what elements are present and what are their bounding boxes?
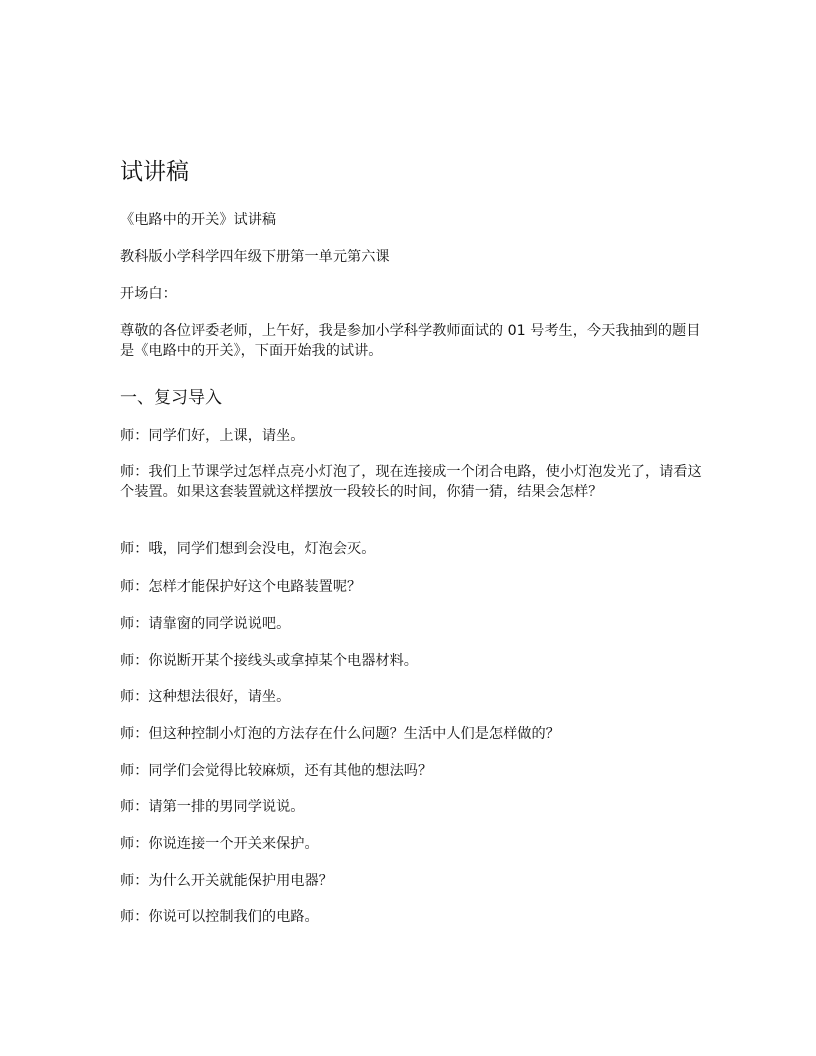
dialogue-line: 师：但这种控制小灯泡的方法存在什么问题？生活中人们是怎样做的？: [120, 726, 560, 742]
opening-label: 开场白：: [120, 286, 177, 302]
document-title: 试讲稿: [120, 159, 189, 185]
course-info: 教科版小学科学四年级下册第一单元第六课: [120, 249, 390, 265]
opening-paragraph: 尊敬的各位评委老师，上午好，我是参加小学科学教师面试的 01 号考生，今天我抽到的题目是《电路中的开关》，下面开始我的试讲。: [120, 323, 701, 359]
dialogue-line: 师：同学们会觉得比较麻烦，还有其他的想法吗？: [120, 763, 433, 779]
dialogue-line: 师：请第一排的男同学说说。: [120, 799, 305, 815]
lesson-subtitle: 《电路中的开关》试讲稿: [120, 212, 277, 228]
dialogue-line: 师：哦，同学们想到会没电，灯泡会灭。: [120, 541, 376, 557]
dialogue-line: 师：我们上节课学过怎样点亮小灯泡了，现在连接成一个闭合电路，使小灯泡发光了，请看这个装置。如果这套装置就这样摆放一段较长的时间，你猜一猜，结果会怎样？: [120, 464, 702, 500]
dialogue-line: 师：请靠窗的同学说说吧。: [120, 616, 291, 632]
dialogue-line: 师：怎样才能保护好这个电路装置呢？: [120, 579, 362, 595]
dialogue-line: 师：你说可以控制我们的电路。: [120, 909, 319, 925]
dialogue-line: 师：这种想法很好，请坐。: [120, 689, 291, 705]
dialogue-line: 师：你说连接一个开关来保护。: [120, 836, 319, 852]
dialogue-line: 师：为什么开关就能保护用电器？: [120, 873, 333, 889]
section-heading-review-intro: 一、复习导入: [120, 388, 222, 408]
dialogue-line: 师：同学们好，上课，请坐。: [120, 428, 305, 444]
dialogue-line: 师：你说断开某个接线头或拿掉某个电器材料。: [120, 653, 418, 669]
